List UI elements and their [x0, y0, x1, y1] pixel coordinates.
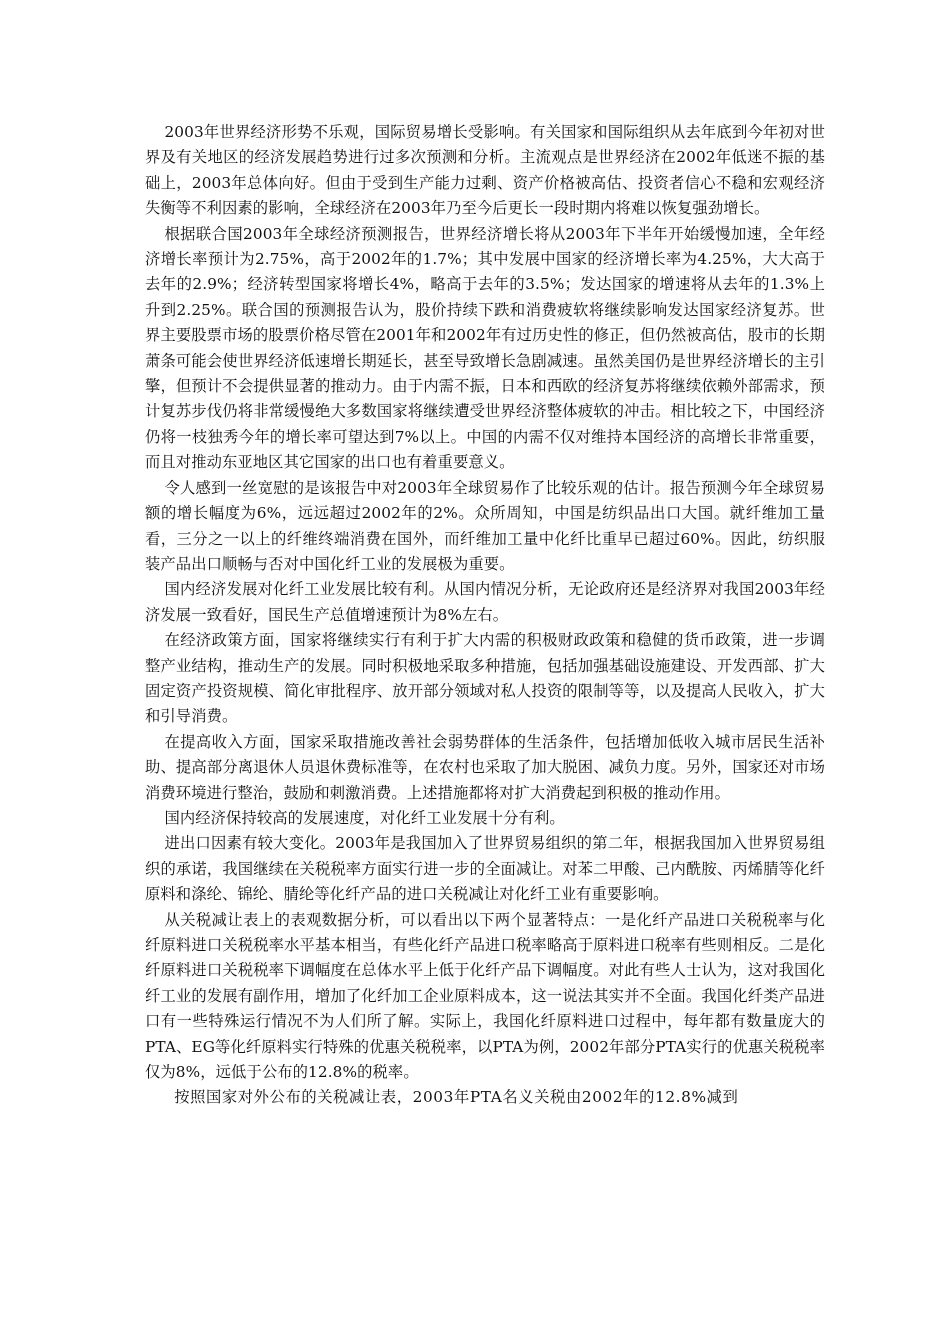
paragraph-3: 令人感到一丝宽慰的是该报告中对2003年全球贸易作了比较乐观的估计。报告预测今年全球贸易额的增长幅度为6%，远远超过2002年的2%。众所周知，中国是纺织品出口大国。就纤维加工量看，三分之一以上的纤维终端消费在国外，而纤维加工量中化纤比重早已超过60%。因此，纺织服装产品出口顺畅与否对中国化纤工业的发展极为重要。 [145, 478, 825, 573]
paragraph-5: 在经济政策方面，国家将继续实行有利于扩大内需的积极财政政策和稳健的货币政策，进一步调整产业结构，推动生产的发展。同时积极地采取多种措施，包括加强基础设施建设、开发西部、扩大固定资产投资规模、简化审批程序、放开部分领域对私人投资的限制等等，以及提高人民收入，扩大和引导消费。 [145, 631, 825, 726]
paragraph-9: 从关税减让表上的表观数据分析，可以看出以下两个显著特点：一是化纤产品进口关税税率与化纤原料进口关税税率水平基本相当，有些化纤产品进口税率略高于原料进口税率有些则相反。二是化纤原料进口关税税率下调幅度在总体水平上低于化纤产品下调幅度。对此有些人士认为，这对我国化纤工业的发展有副作用，增加了化纤加工企业原料成本，这一说法其实并不全面。我国化纤类产品进口有一些特殊运行情况不为人们所了解。实际上，我国化纤原料进口过程中，每年都有数量庞大的PTA、EG等化纤原料实行特殊的优惠关税税率，以PTA为例，2002年部分PTA实行的优惠关税税率仅为8%，远低于公布的12.8%的税率。 [145, 910, 825, 1082]
paragraph-4: 国内经济发展对化纤工业发展比较有利。从国内情况分析，无论政府还是经济界对我国2003年经济发展一致看好，国民生产总值增速预计为8%左右。 [145, 580, 825, 624]
paragraph-10: 按照国家对外公布的关税减让表，2003年PTA名义关税由2002年的12.8%减到 [174, 1088, 739, 1107]
document-body [145, 120, 825, 1111]
paragraph-7: 国内经济保持较高的发展速度，对化纤工业发展十分有利。 [164, 808, 565, 827]
paragraph-1: 2003年世界经济形势不乐观，国际贸易增长受影响。有关国家和国际组织从去年底到今年初对世界及有关地区的经济发展趋势进行过多次预测和分析。主流观点是世界经济在2002年低迷不振的基础上，2003年总体向好。但由于受到生产能力过剩、资产价格被高估、投资者信心不稳和宏观经济失衡等不利因素的影响，全球经济在2003年乃至今后更长一段时期内将难以恢复强劲增长。 [145, 123, 825, 218]
paragraph-2: 根据联合国2003年全球经济预测报告，世界经济增长将从2003年下半年开始缓慢加速，全年经济增长率预计为2.75%，高于2002年的1.7%；其中发展中国家的经济增长率为4.25%，大大高于去年的2.9%；经济转型国家将增长4%，略高于去年的3.5%；发达国家的增速将从去年的1.3%上升到2.25%。联合国的预测报告认为，股价持续下跌和消费疲软将继续影响发达国家经济复苏。世界主要股票市场的股票价格尽管在2001年和2002年有过历史性的修正，但仍然被高估，股市的长期萧条可能会使世界经济低速增长期延长，甚至导致增长急剧减速。虽然美国仍是世界经济增长的主引擎，但预计不会提供显著的推动力。由于内需不振，日本和西欧的经济复苏将继续依赖外部需求，预计复苏步伐仍将非常缓慢绝大多数国家将继续遭受世界经济整体疲软的冲击。相比较之下，中国经济仍将一枝独秀今年的增长率可望达到7%以上。中国的内需不仅对维持本国经济的高增长非常重要，而且对推动东亚地区其它国家的出口也有着重要意义。 [145, 224, 825, 472]
paragraph-6: 在提高收入方面，国家采取措施改善社会弱势群体的生活条件，包括增加低收入城市居民生活补助、提高部分离退休人员退休费标准等，在农村也采取了加大脱困、减负力度。另外，国家还对市场消费环境进行整治，鼓励和刺激消费。上述措施都将对扩大消费起到积极的推动作用。 [145, 732, 825, 802]
paragraph-8: 进出口因素有较大变化。2003年是我国加入了世界贸易组织的第二年，根据我国加入世界贸易组织的承诺，我国继续在关税税率方面实行进一步的全面减让。对苯二甲酸、己内酰胺、丙烯腈等化纤原料和涤纶、锦纶、腈纶等化纤产品的进口关税减让对化纤工业有重要影响。 [145, 834, 825, 904]
